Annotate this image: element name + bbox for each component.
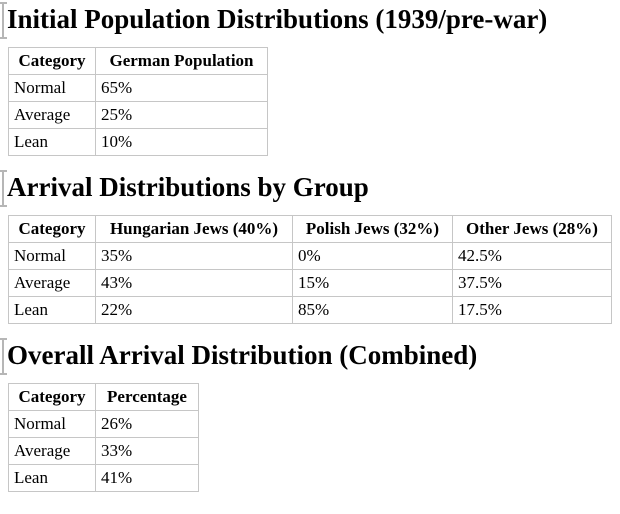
- table-row: [9, 243, 612, 270]
- heading-text: Overall Arrival Distribution (Combined): [7, 340, 478, 370]
- heading-arrival-by-group: [7, 172, 612, 203]
- cell-category: Normal: [9, 75, 96, 102]
- heading-text: Arrival Distributions by Group: [7, 172, 369, 202]
- text-cursor-icon: [0, 170, 7, 207]
- cell-category: Normal: [9, 243, 96, 270]
- cell-category: Average: [9, 270, 96, 297]
- heading-text: Initial Population Distributions (1939/pre-war): [7, 4, 548, 34]
- column-header-polish-jews: Polish Jews (32%): [293, 216, 453, 243]
- column-header-percentage: Percentage: [96, 384, 199, 411]
- text-cursor-icon: [0, 2, 7, 39]
- table-header-row: [9, 384, 199, 411]
- table-row: [9, 129, 268, 156]
- section-arrival-by-group: [8, 172, 612, 324]
- cell-value: 0%: [293, 243, 453, 270]
- cell-value: 33%: [96, 438, 199, 465]
- cell-value: 26%: [96, 411, 199, 438]
- arrival-by-group-table: [8, 215, 612, 324]
- cell-category: Average: [9, 102, 96, 129]
- section-overall-arrival: [8, 340, 612, 492]
- heading-initial-population: [7, 4, 612, 35]
- table-row: [9, 297, 612, 324]
- cell-category: Average: [9, 438, 96, 465]
- table-row: [9, 270, 612, 297]
- cell-value: 85%: [293, 297, 453, 324]
- cell-value: 65%: [96, 75, 268, 102]
- column-header-other-jews: Other Jews (28%): [453, 216, 612, 243]
- column-header-category: Category: [9, 384, 96, 411]
- cell-value: 25%: [96, 102, 268, 129]
- cell-category: Lean: [9, 465, 96, 492]
- column-header-category: Category: [9, 48, 96, 75]
- cell-value: 17.5%: [453, 297, 612, 324]
- cell-category: Lean: [9, 129, 96, 156]
- cell-category: Lean: [9, 297, 96, 324]
- column-header-german-population: German Population: [96, 48, 268, 75]
- table-row: [9, 438, 199, 465]
- cell-value: 10%: [96, 129, 268, 156]
- table-row: [9, 102, 268, 129]
- cell-value: 22%: [96, 297, 293, 324]
- table-row: [9, 411, 199, 438]
- table-row: [9, 465, 199, 492]
- heading-overall-arrival: [7, 340, 612, 371]
- column-header-hungarian-jews: Hungarian Jews (40%): [96, 216, 293, 243]
- cell-value: 37.5%: [453, 270, 612, 297]
- cell-value: 15%: [293, 270, 453, 297]
- cell-value: 43%: [96, 270, 293, 297]
- table-header-row: [9, 48, 268, 75]
- text-cursor-icon: [0, 338, 7, 375]
- cell-value: 35%: [96, 243, 293, 270]
- table-row: [9, 75, 268, 102]
- section-initial-population: [8, 4, 612, 156]
- initial-population-table: [8, 47, 268, 156]
- cell-value: 41%: [96, 465, 199, 492]
- overall-arrival-table: [8, 383, 199, 492]
- cell-category: Normal: [9, 411, 96, 438]
- cell-value: 42.5%: [453, 243, 612, 270]
- table-header-row: [9, 216, 612, 243]
- column-header-category: Category: [9, 216, 96, 243]
